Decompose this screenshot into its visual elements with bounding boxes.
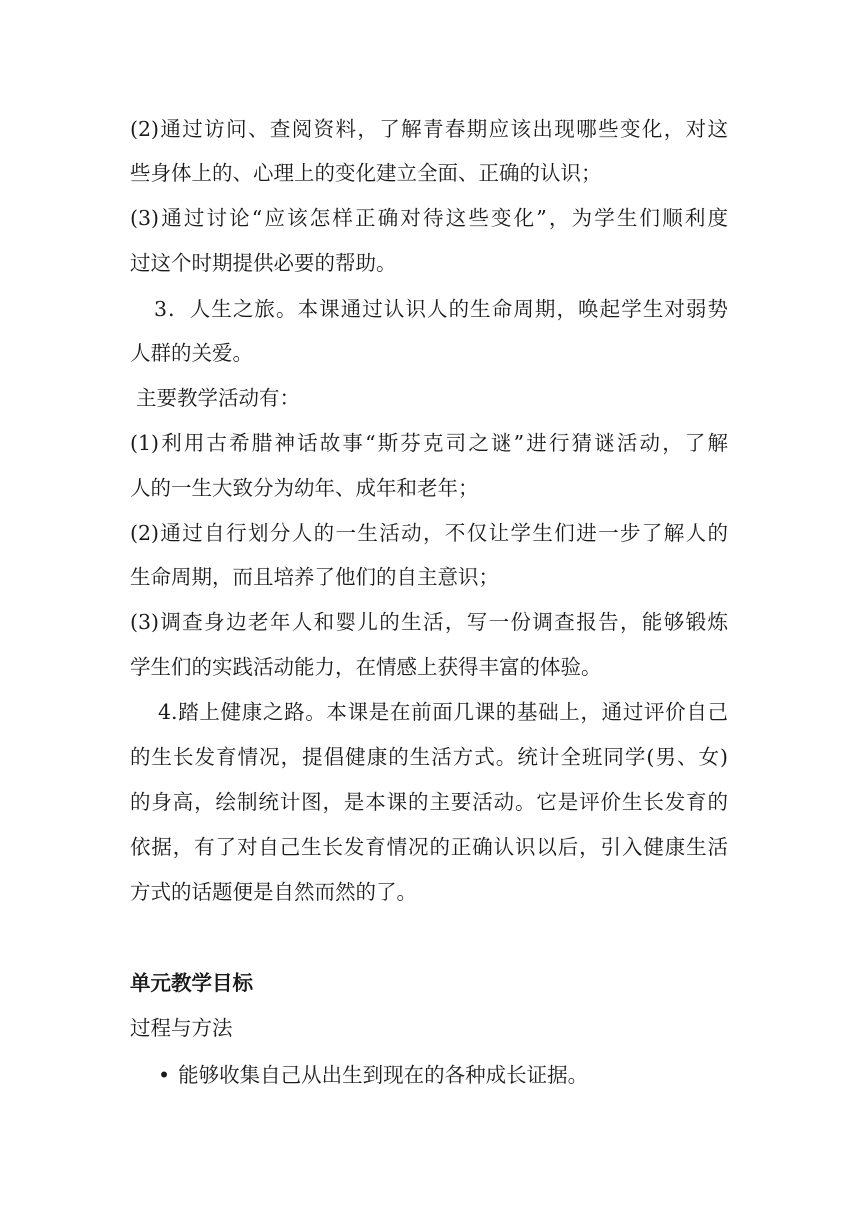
paragraph-line: 主要教学活动有： [136, 386, 300, 410]
paragraph-line: 的生长发育情况，提倡健康的生活方式。统计全班同学(男、女) [130, 745, 728, 769]
paragraph-line: 的身高，绘制统计图，是本课的主要活动。它是评价生长发育的 [130, 790, 728, 814]
section-subheading: 过程与方法 [130, 1016, 233, 1040]
bullet-text: 能够收集自己从出生到现在的各种成长证据。 [178, 1063, 589, 1087]
paragraph-line: 方式的话题便是自然而然的了。 [130, 880, 417, 904]
paragraph-line: (3)调查身边老年人和婴儿的生活，写一份调查报告，能够锻炼 [130, 610, 728, 634]
paragraph-line: 过这个时期提供必要的帮助。 [130, 251, 397, 275]
paragraph-line: 人的一生大致分为幼年、成年和老年； [130, 476, 479, 500]
paragraph-line: (1)利用古希腊神话故事“斯芬克司之谜”进行猜谜活动，了解 [130, 431, 728, 455]
paragraph-line: 学生们的实践活动能力，在情感上获得丰富的体验。 [130, 655, 602, 679]
paragraph-line: (2)通过访问、查阅资料，了解青春期应该出现哪些变化，对这 [130, 117, 728, 141]
paragraph-line: 4.踏上健康之路。本课是在前面几课的基础上，通过评价自己 [158, 700, 728, 724]
paragraph-line: 3．人生之旅。本课通过认识人的生命周期，唤起学生对弱势 [154, 297, 728, 321]
paragraph-line: (3)通过讨论“应该怎样正确对待这些变化”，为学生们顺利度 [130, 206, 728, 230]
paragraph-line: (2)通过自行划分人的一生活动，不仅让学生们进一步了解人的 [130, 521, 728, 545]
bullet-list-item [158, 1061, 588, 1089]
paragraph-line: 生命周期，而且培养了他们的自主意识； [130, 565, 499, 589]
paragraph-line: 些身体上的、心理上的变化建立全面、正确的认识； [130, 161, 602, 185]
bullet-icon: • [158, 1063, 171, 1087]
paragraph-line: 人群的关爱。 [130, 341, 253, 365]
paragraph-line: 依据，有了对自己生长发育情况的正确认识以后，引入健康生活 [130, 835, 728, 859]
section-heading: 单元教学目标 [130, 971, 253, 995]
